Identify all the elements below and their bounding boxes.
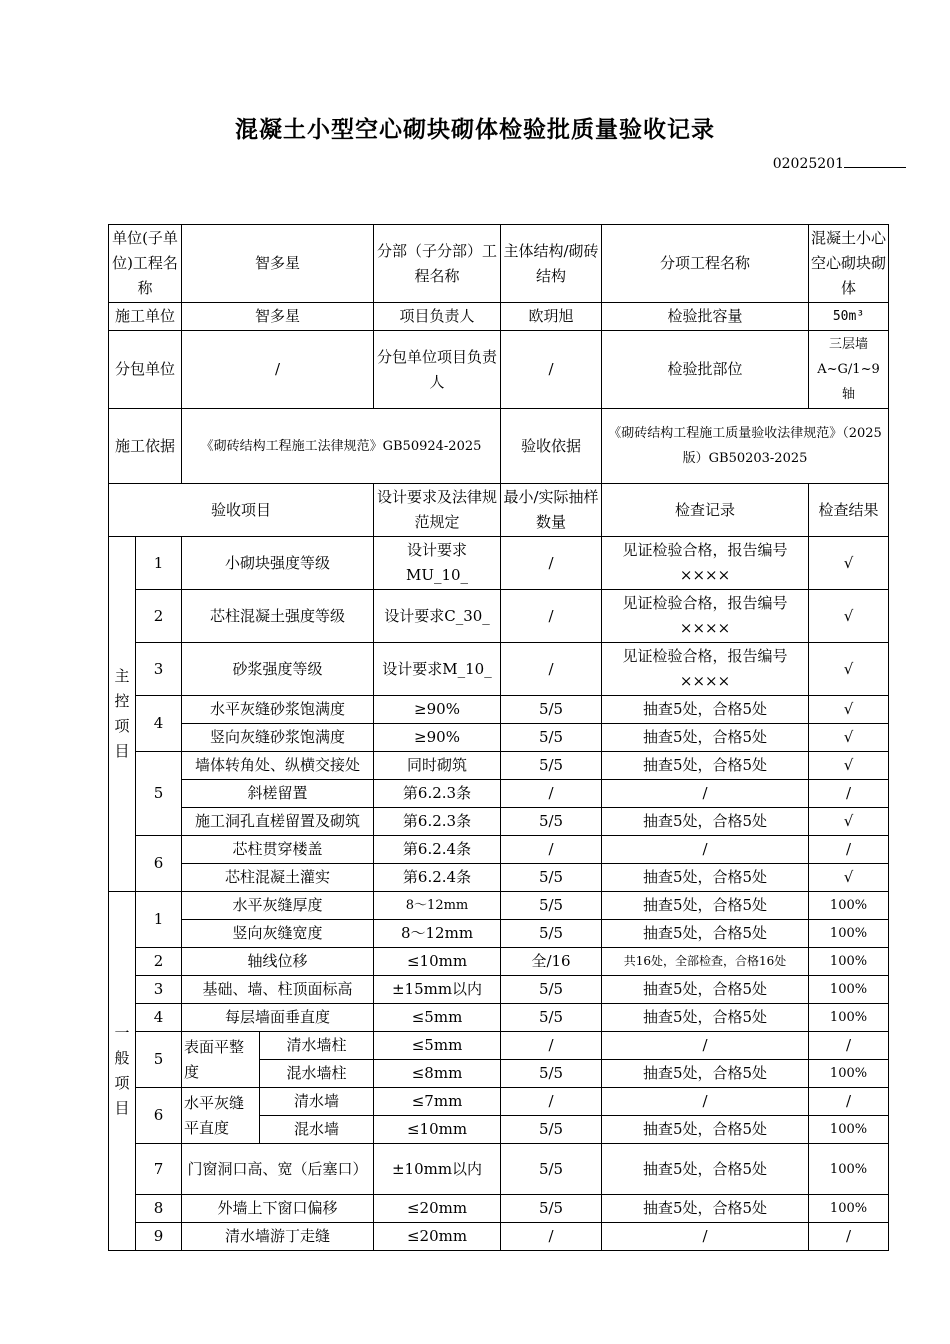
item-result: √ (809, 696, 889, 724)
item-record: 抽查5处，合格5处 (602, 1195, 809, 1223)
item-no: 3 (136, 976, 182, 1004)
item-sample: / (501, 1223, 602, 1251)
table-row (109, 1032, 889, 1060)
item-record: 抽查5处，合格5处 (602, 1004, 809, 1032)
main-control-label: 主控项目 (109, 537, 136, 892)
item-name: 施工洞孔直槎留置及砌筑 (182, 808, 374, 836)
table-row (109, 808, 889, 836)
table-row (109, 537, 889, 590)
item-result: √ (809, 864, 889, 892)
item-result: 100% (809, 948, 889, 976)
form-code-number: 02025201 (772, 156, 844, 172)
item-name: 基础、墙、柱顶面标高 (182, 976, 374, 1004)
sub-manager-value: / (501, 331, 602, 409)
col-header-sample: 最小/实际抽样数量 (501, 484, 602, 537)
item-name: 竖向灰缝宽度 (182, 920, 374, 948)
item-name: 混水墙柱 (260, 1060, 374, 1088)
unit-name-value: 智多星 (182, 225, 374, 303)
sub-manager-label: 分包单位项目负责人 (374, 331, 501, 409)
item-record: / (602, 1032, 809, 1060)
item-result: / (809, 1032, 889, 1060)
table-row (109, 976, 889, 1004)
table-row (109, 892, 889, 920)
item-name: 清水墙柱 (260, 1032, 374, 1060)
item-sample: / (501, 780, 602, 808)
table-row (109, 1195, 889, 1223)
table-row (109, 1223, 889, 1251)
item-record: 见证检验合格，报告编号×××× (602, 590, 809, 643)
item-record: 抽查5处，合格5处 (602, 696, 809, 724)
item-record: 抽查5处，合格5处 (602, 1116, 809, 1144)
item-name: 芯柱混凝土灌实 (182, 864, 374, 892)
item-record: 抽查5处，合格5处 (602, 752, 809, 780)
item-result: 100% (809, 892, 889, 920)
item-design: 同时砌筑 (374, 752, 501, 780)
item-name: 竖向灰缝砂浆饱满度 (182, 724, 374, 752)
item-design: 第6.2.4条 (374, 836, 501, 864)
item-name: 轴线位移 (182, 948, 374, 976)
item-name: 小砌块强度等级 (182, 537, 374, 590)
table-row (109, 920, 889, 948)
constructor-value: 智多星 (182, 303, 374, 331)
item-no: 7 (136, 1144, 182, 1195)
acceptance-basis-value: 《砌砖结构工程施工质量验收法律规范》（2025版）GB50203-2025 (602, 409, 889, 484)
item-no: 1 (136, 537, 182, 590)
item-name: 水平灰缝砂浆饱满度 (182, 696, 374, 724)
item-sample: 全/16 (501, 948, 602, 976)
item-design: 第6.2.3条 (374, 780, 501, 808)
table-row (109, 643, 889, 696)
construction-basis-value: 《砌砖结构工程施工法律规范》GB50924-2025 (182, 409, 501, 484)
item-sample: 5/5 (501, 1004, 602, 1032)
item-result: 100% (809, 1195, 889, 1223)
item-sample: 5/5 (501, 892, 602, 920)
item-no: 5 (136, 752, 182, 836)
col-header-record: 检查记录 (602, 484, 809, 537)
item-name: 外墙上下窗口偏移 (182, 1195, 374, 1223)
table-row (109, 836, 889, 864)
item-sample: 5/5 (501, 752, 602, 780)
item-record: 共16处，全部检查，合格16处 (602, 948, 809, 976)
item-result: 100% (809, 920, 889, 948)
table-row (109, 780, 889, 808)
item-design: ≥90% (374, 696, 501, 724)
item-design: ≤20mm (374, 1223, 501, 1251)
table-row (109, 864, 889, 892)
item-design: ±10mm以内 (374, 1144, 501, 1195)
item-no: 8 (136, 1195, 182, 1223)
item-sample: 5/5 (501, 864, 602, 892)
item-name: 清水墙游丁走缝 (182, 1223, 374, 1251)
item-result: / (809, 1223, 889, 1251)
item-record: 见证检验合格，报告编号×××× (602, 643, 809, 696)
form-code (773, 155, 906, 172)
item-sample: 5/5 (501, 1116, 602, 1144)
header-row-2 (109, 303, 889, 331)
col-header-design: 设计要求及法律规范规定 (374, 484, 501, 537)
item-sample: 5/5 (501, 808, 602, 836)
table-row (109, 752, 889, 780)
item-sample: 5/5 (501, 920, 602, 948)
item-no: 4 (136, 696, 182, 752)
item-name: 清水墙 (260, 1088, 374, 1116)
item-no: 6 (136, 836, 182, 892)
item-name: 砂浆强度等级 (182, 643, 374, 696)
item-result: 100% (809, 1144, 889, 1195)
item-record: 抽查5处，合格5处 (602, 920, 809, 948)
item-design: ≤7mm (374, 1088, 501, 1116)
batch-location-value: 三层墙A~G/1~9轴 (809, 331, 889, 409)
item-sample: 5/5 (501, 724, 602, 752)
item-no: 4 (136, 1004, 182, 1032)
item-sample: / (501, 537, 602, 590)
item-design: ≤5mm (374, 1004, 501, 1032)
item-no: 3 (136, 643, 182, 696)
item-design: 设计要求M_10_ (374, 643, 501, 696)
item-record: 抽查5处，合格5处 (602, 724, 809, 752)
project-manager-label: 项目负责人 (374, 303, 501, 331)
subitem-value: 混凝土小心空心砌块砌体 (809, 225, 889, 303)
item-design: 设计要求C_30_ (374, 590, 501, 643)
form-code-blank (844, 155, 906, 168)
item-result: √ (809, 537, 889, 590)
item-no: 1 (136, 892, 182, 948)
item-no: 9 (136, 1223, 182, 1251)
item-design: ≤10mm (374, 948, 501, 976)
item-result: 100% (809, 976, 889, 1004)
item-no: 5 (136, 1032, 182, 1088)
item-no: 2 (136, 590, 182, 643)
item-design: ±15mm以内 (374, 976, 501, 1004)
constructor-label: 施工单位 (109, 303, 182, 331)
item-result: 100% (809, 1116, 889, 1144)
subcontractor-label: 分包单位 (109, 331, 182, 409)
item-result: / (809, 836, 889, 864)
item-record: 抽查5处，合格5处 (602, 808, 809, 836)
item-record: / (602, 836, 809, 864)
item-sample: 5/5 (501, 1195, 602, 1223)
item-name: 芯柱贯穿楼盖 (182, 836, 374, 864)
table-row (109, 724, 889, 752)
item-name: 墙体转角处、纵横交接处 (182, 752, 374, 780)
item-design: 设计要求MU_10_ (374, 537, 501, 590)
item-record: 抽查5处，合格5处 (602, 864, 809, 892)
item-design: 第6.2.3条 (374, 808, 501, 836)
item-result: / (809, 1088, 889, 1116)
col-header-result: 检查结果 (809, 484, 889, 537)
item-result: √ (809, 808, 889, 836)
acceptance-basis-label: 验收依据 (501, 409, 602, 484)
general-items-label: 一般项目 (109, 892, 136, 1251)
header-row-1 (109, 225, 889, 303)
item-record: / (602, 1088, 809, 1116)
item-name: 混水墙 (260, 1116, 374, 1144)
column-header-row (109, 484, 889, 537)
item-record: 见证检验合格，报告编号×××× (602, 537, 809, 590)
item-design: ≥90% (374, 724, 501, 752)
item-record: 抽查5处，合格5处 (602, 1144, 809, 1195)
item-sample: 5/5 (501, 696, 602, 724)
project-manager-value: 欧玥旭 (501, 303, 602, 331)
item-name: 芯柱混凝土强度等级 (182, 590, 374, 643)
item-sample: 5/5 (501, 1144, 602, 1195)
header-row-3 (109, 331, 889, 409)
batch-location-label: 检验批部位 (602, 331, 809, 409)
batch-capacity-label: 检验批容量 (602, 303, 809, 331)
item-design: 8～12mm (374, 892, 501, 920)
item-record: 抽查5处，合格5处 (602, 1060, 809, 1088)
unit-name-label: 单位(子单位)工程名称 (109, 225, 182, 303)
item-sample: / (501, 836, 602, 864)
item-sample: / (501, 1032, 602, 1060)
batch-capacity-value: 50m³ (809, 303, 889, 331)
table-row (109, 1004, 889, 1032)
item-record: / (602, 1223, 809, 1251)
inspection-table (108, 224, 889, 1251)
item-record: 抽查5处，合格5处 (602, 892, 809, 920)
item-design: ≤8mm (374, 1060, 501, 1088)
item-sample: 5/5 (501, 976, 602, 1004)
item-record: / (602, 780, 809, 808)
item-design: 8～12mm (374, 920, 501, 948)
item-no: 2 (136, 948, 182, 976)
table-row (109, 1088, 889, 1116)
item-result: √ (809, 752, 889, 780)
item-design: 第6.2.4条 (374, 864, 501, 892)
header-row-4 (109, 409, 889, 484)
item-sample: / (501, 590, 602, 643)
item-result: √ (809, 724, 889, 752)
item-no: 6 (136, 1088, 182, 1144)
item-group-name: 水平灰缝平直度 (182, 1088, 260, 1144)
division-label: 分部（子分部）工程名称 (374, 225, 501, 303)
item-sample: / (501, 643, 602, 696)
item-name: 每层墙面垂直度 (182, 1004, 374, 1032)
division-value: 主体结构/砌砖结构 (501, 225, 602, 303)
item-name: 斜槎留置 (182, 780, 374, 808)
item-sample: / (501, 1088, 602, 1116)
construction-basis-label: 施工依据 (109, 409, 182, 484)
item-sample: 5/5 (501, 1060, 602, 1088)
subitem-label: 分项工程名称 (602, 225, 809, 303)
item-name: 门窗洞口高、宽（后塞口） (182, 1144, 374, 1195)
item-result: 100% (809, 1060, 889, 1088)
item-design: ≤5mm (374, 1032, 501, 1060)
item-design: ≤20mm (374, 1195, 501, 1223)
item-design: ≤10mm (374, 1116, 501, 1144)
item-result: / (809, 780, 889, 808)
item-result: √ (809, 643, 889, 696)
subcontractor-value: / (182, 331, 374, 409)
table-row (109, 1144, 889, 1195)
table-row (109, 590, 889, 643)
col-header-item: 验收项目 (109, 484, 374, 537)
table-row (109, 696, 889, 724)
item-result: √ (809, 590, 889, 643)
item-group-name: 表面平整度 (182, 1032, 260, 1088)
item-record: 抽查5处，合格5处 (602, 976, 809, 1004)
item-result: 100% (809, 1004, 889, 1032)
item-name: 水平灰缝厚度 (182, 892, 374, 920)
document-title: 混凝土小型空心砌块砌体检验批质量验收记录 (235, 116, 715, 143)
table-row (109, 948, 889, 976)
